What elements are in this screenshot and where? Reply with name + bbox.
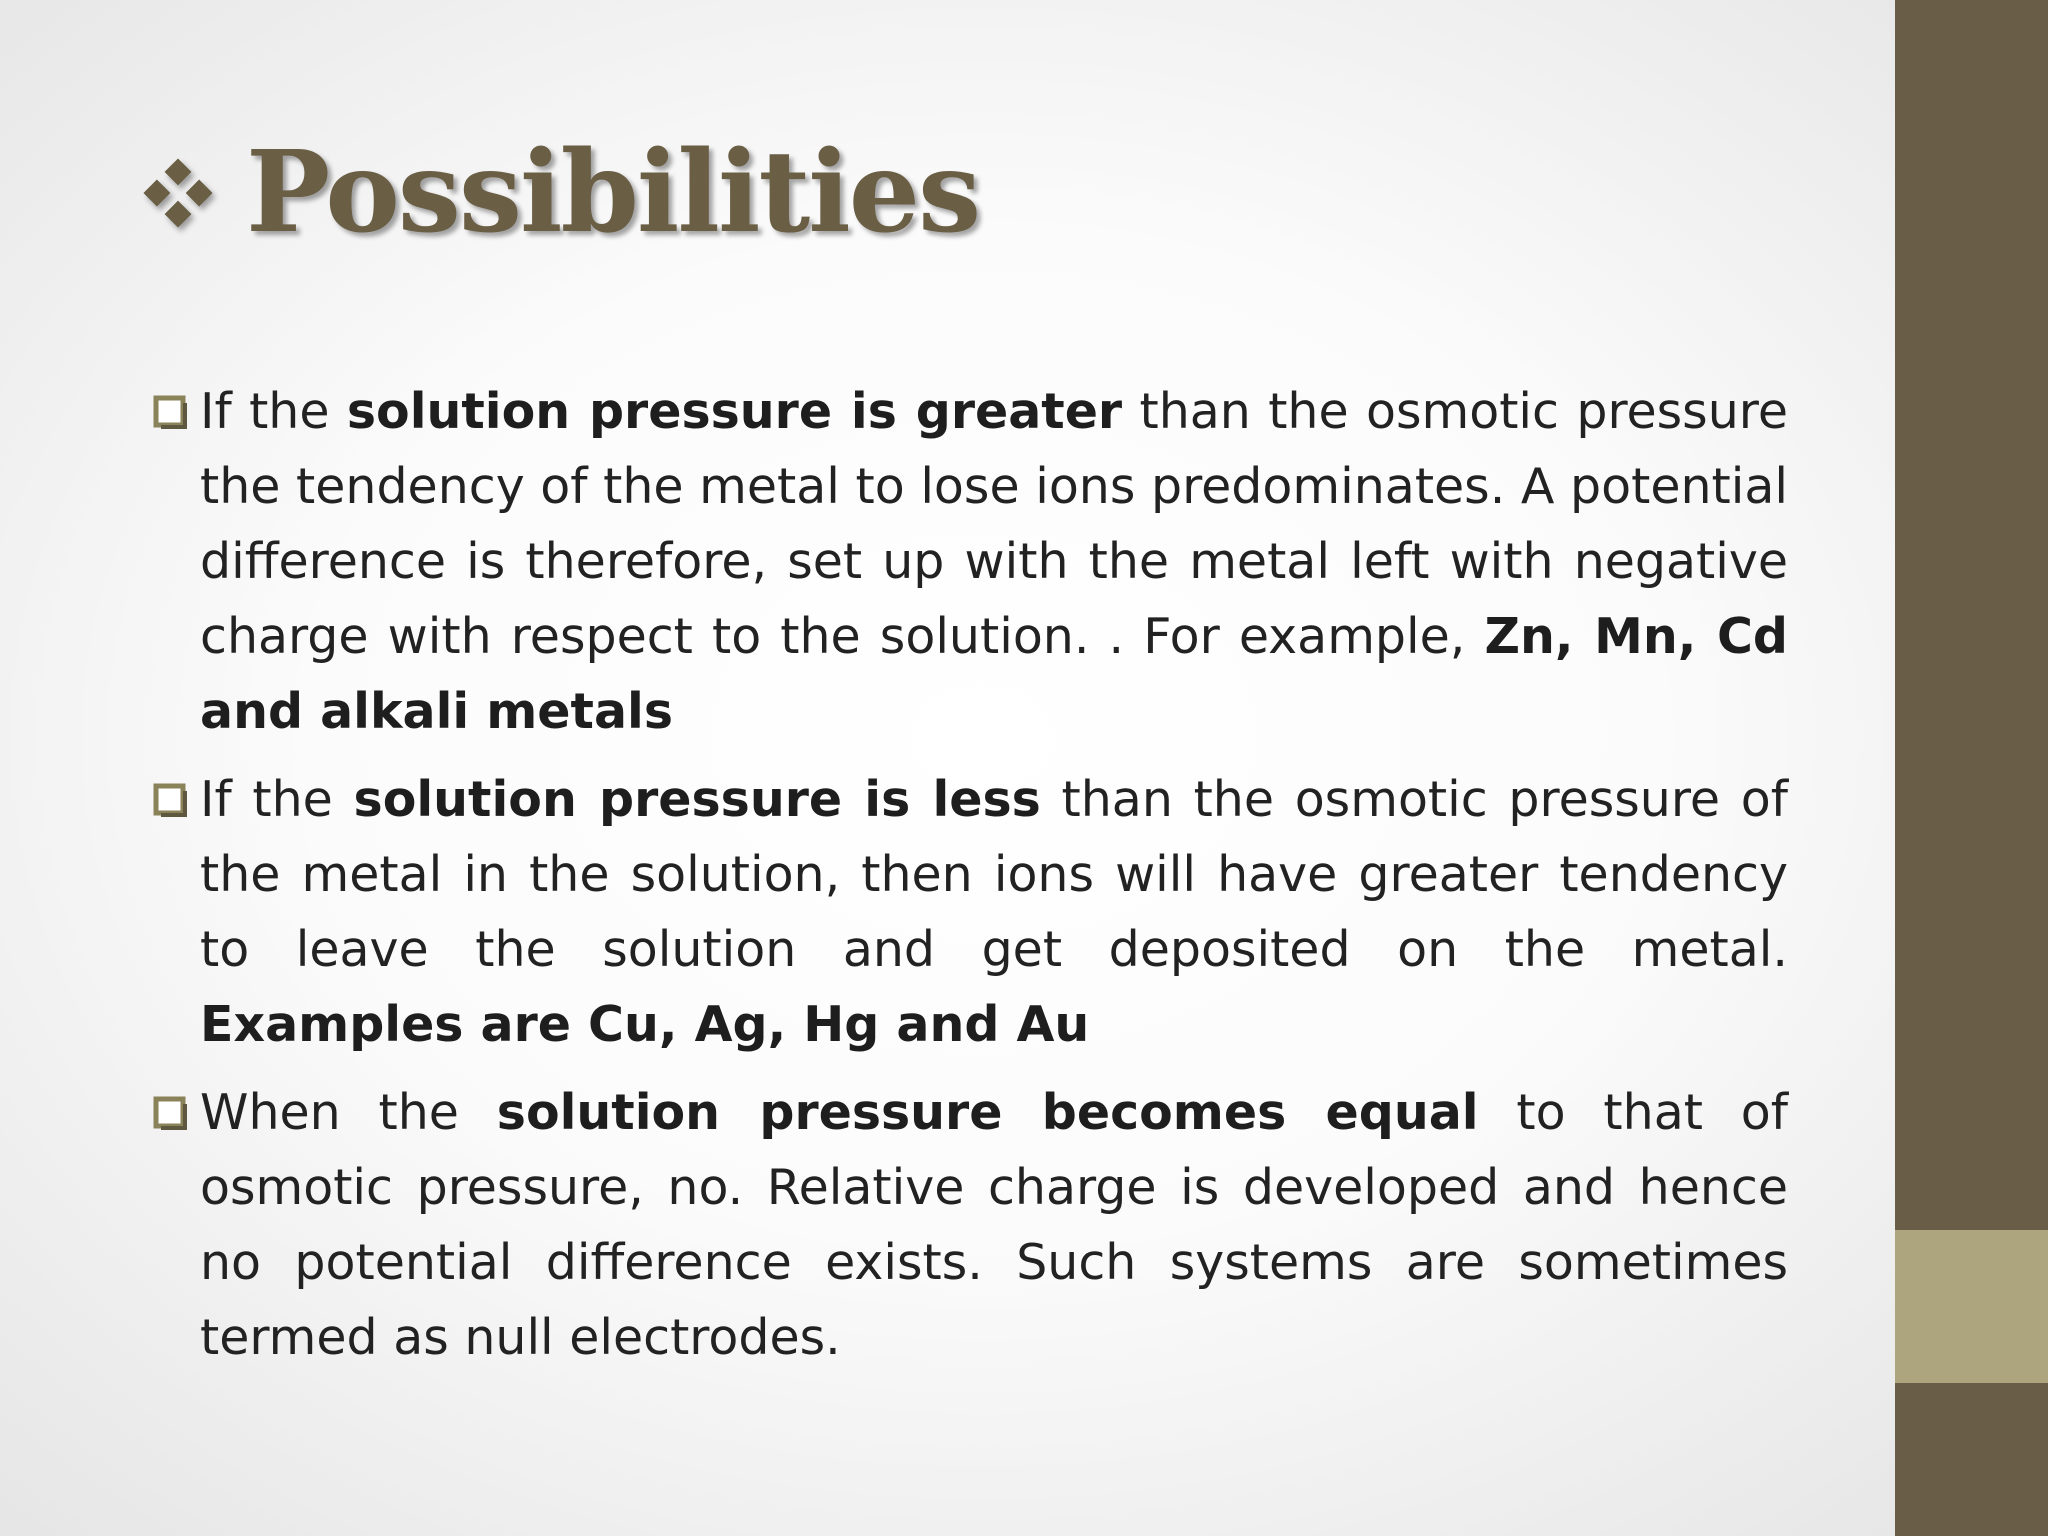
bullet-item (150, 374, 1788, 749)
four-diamonds-icon (130, 145, 226, 241)
slide-title: Possibilities (246, 127, 980, 258)
bullet-text: than the osmotic pressure the tendency of the metal to lose ions predominates. A potential difference is therefore, set up with the metal left with negative charge with respect to the solution. . For example, (200, 383, 1788, 665)
bullet-text: than the osmotic pressure of the metal in the solution, then ions will have greater tendency to leave the solution and get deposited on the metal. (200, 771, 1788, 978)
bullet-text: If the (200, 771, 354, 828)
right-sidebar-accent (1895, 1230, 2048, 1383)
bullet-bold-text: solution pressure becomes equal (496, 1084, 1479, 1141)
checkbox-icon (152, 782, 188, 818)
bullet-list (150, 374, 1788, 1388)
slide-title-row (130, 118, 979, 268)
bullet-text: If the (200, 383, 347, 440)
bullet-text: to that of osmotic pressure, no. Relative charge is developed and hence no potential difference exists. Such systems are sometimes termed as null electrodes. (200, 1084, 1788, 1366)
bullet-bold-text: solution pressure is less (353, 771, 1041, 828)
bullet-bold-text: solution pressure is greater (346, 383, 1123, 440)
bullet-item (150, 1075, 1788, 1375)
bullet-bold-text: Examples are Cu, Ag, Hg and Au (200, 996, 1090, 1053)
bullet-text: When the (200, 1084, 497, 1141)
checkbox-icon (152, 1095, 188, 1131)
bullet-bold-text: Zn, Mn, Cd and alkali metals (200, 608, 1788, 740)
bullet-item (150, 762, 1788, 1062)
checkbox-icon (152, 394, 188, 430)
